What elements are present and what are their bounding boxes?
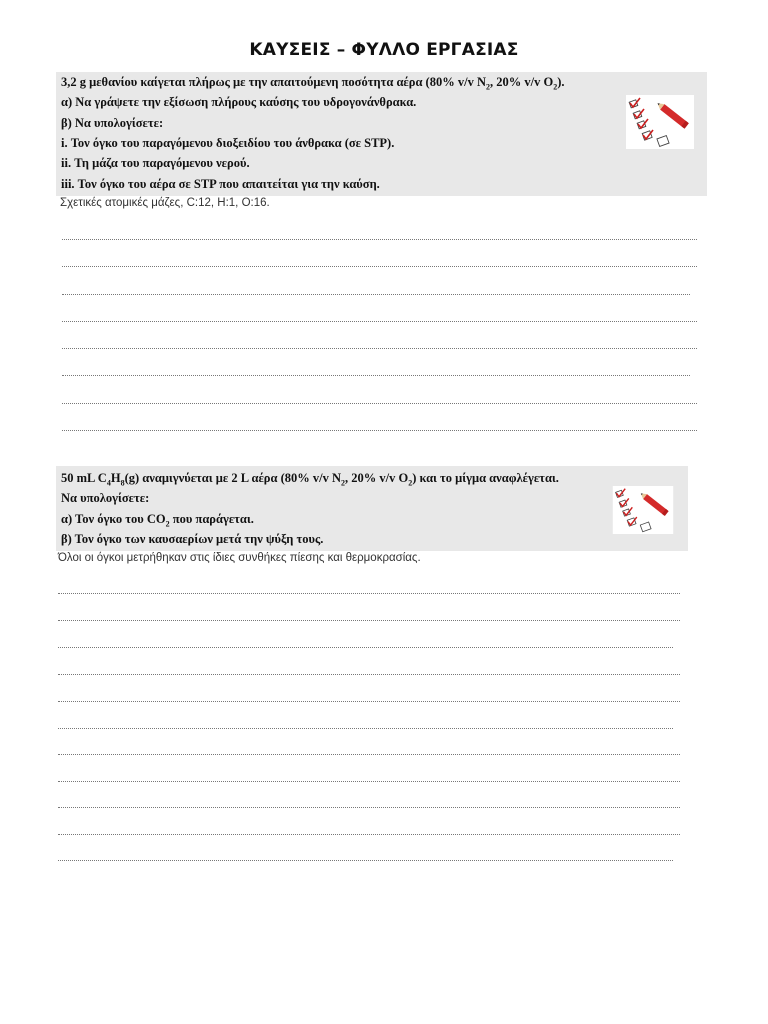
answer-line	[58, 781, 680, 782]
exercise-1-part-a: α) Να γράψετε την εξίσωση πλήρους καύσης του υδρογονάνθρακα.	[61, 95, 417, 109]
answer-line	[62, 430, 697, 431]
exercise-2-box	[56, 466, 688, 551]
page-title: ΚΑΥΣΕΙΣ – ΦΥΛΛΟ ΕΡΓΑΣΙΑΣ	[249, 40, 519, 60]
checklist-pencil-icon	[626, 95, 694, 149]
answer-line	[58, 807, 680, 808]
exercise-2-part-b: Να υπολογίσετε:	[61, 491, 150, 505]
answer-line	[62, 294, 690, 295]
exercise-2-part-beta: β) Τον όγκο των καυσαερίων μετά την ψύξη τους.	[61, 532, 324, 546]
exercise-1-box	[56, 72, 707, 196]
answer-line	[58, 728, 673, 729]
exercise-2-note: Όλοι οι όγκοι μετρήθηκαν στις ίδιες συνθήκες πίεσης και θερμοκρασίας.	[58, 552, 421, 564]
exercise-1-item-i: i. Τον όγκο του παραγόμενου διοξειδίου του άνθρακα (σε STP).	[61, 136, 395, 150]
answer-line	[62, 266, 697, 267]
exercise-2-part-a: α) Τον όγκο του $CO_2$ που παράγεται.	[61, 512, 254, 529]
answer-line	[58, 647, 673, 648]
exercise-1-part-b: β) Να υπολογίσετε:	[61, 116, 164, 130]
answer-line	[58, 834, 680, 835]
exercise-1-item-iii: iii. Τον όγκο του αέρα σε STP που απαιτείται για την καύση.	[61, 177, 380, 191]
checklist-pencil-icon	[610, 486, 676, 534]
exercise-1-item-ii: ii. Τη μάζα του παραγόμενου νερού.	[61, 156, 250, 170]
answer-line	[58, 674, 680, 675]
answer-line	[62, 375, 690, 376]
answer-line	[58, 860, 673, 861]
answer-line	[58, 754, 680, 755]
exercise-2-statement: 50 mL $C_4H_8(g)$ αναμιγνύεται με 2 L αέρα (80% v/v $N_2$, 20% v/v $O_2$) και το μίγμα αναφλέγεται.	[61, 471, 559, 488]
answer-line	[62, 403, 697, 404]
answer-line	[62, 321, 697, 322]
answer-line	[58, 620, 680, 621]
answer-line	[62, 239, 697, 240]
exercise-1-statement: 3,2 g μεθανίου καίγεται πλήρως με την απαιτούμενη ποσότητα αέρα (80% v/v $N_2$, 20% v/v $O_2$).	[61, 75, 565, 92]
answer-line	[62, 348, 697, 349]
exercise-1-note: Σχετικές ατομικές μάζες, C:12, H:1, O:16.	[60, 197, 270, 209]
answer-line	[58, 593, 680, 594]
answer-line	[58, 701, 680, 702]
